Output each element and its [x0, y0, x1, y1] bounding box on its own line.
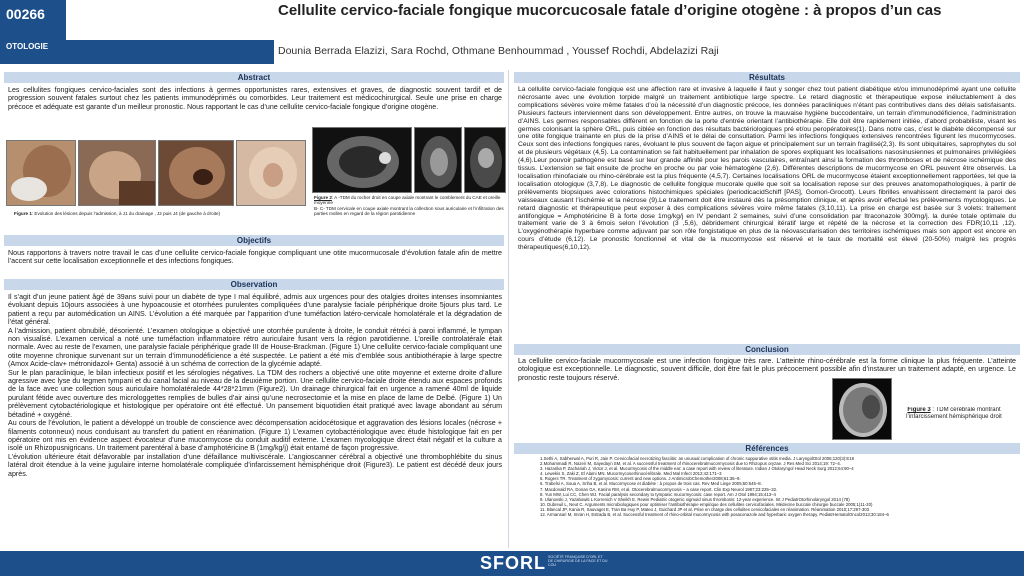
reference-item: 12. Armansari M, Imran H, Estrada B, et al. Successful treatment of rhino-orbital mucormycosis with posaconazole and hyperbaric oxygen therapy. PediatrHematolOncol2013;30:184–6 [540, 512, 889, 518]
observation-paragraph: L’évolution ultérieure était défavorable par installation d’une défaillance multiviscérale. L’angioscanner cérébral a objectivé une thrombophlébite du sinus latéral droit étendue à la veine jugulaire interne homolatérale compliquée d’infarcissement hémisphérique droit (Figure3). Le patient est décédé deux jours après. [8, 452, 502, 478]
ct-scan-c [464, 127, 506, 193]
ct-scan-b [414, 127, 462, 193]
objectifs-heading: Objectifs [4, 235, 504, 246]
page-title: Cellulite cervico-faciale fongique mucorcucosale fatale d’origine otogène : à propos d’un cas [278, 2, 942, 19]
patient-photo-4 [236, 140, 306, 206]
figure-3-caption-text: : TDM cérébrale montrant l’infarcissement hémisphérique droit [906, 407, 1002, 420]
reference-item: 3. Hazarika P, Zachariah J, Victor J, et al. Mucormycosis of the middle ear: a case report with review of literature. Indian J Otolaryngol Head Neck Surg 2012;64:90–4 [540, 466, 854, 472]
observation-text [8, 293, 502, 541]
figure-1-caption-text: : Evolution des lésions depuis l’admission, à J1 du drainage , J2 puis J4 (de gauche à droite) [31, 211, 221, 216]
figure-2-caption-a: : A -TDM du rocher droit en coupe axiale montrant le comblement du CAE et oreille moyenne [314, 195, 501, 206]
observation-paragraph: A l’admission, patient obnubilé, désorienté. L’examen otologique a objectivé une otorrhée purulente à droite, le conduit rétréci à paroi inflammé, le tympan non visualisé. L’examen cervical a noté une tuméfaction inflammatoire rétro auriculaire fusant vers la région parotidienne. L’oreille controlatérale était normale. Avec au reste de l’examen, une paralysie faciale périphérique grade III de House-Brackman. (Figure 1) Une cellulite cervico-faciale compliquant une otite moyenne chronique survenant sur un terrain d’immunodéficience a été suspectée. Le patient a été mis d’emblée sous antibiothérapie à large spectre (Amox Acide-clav+ métronidazol+ Genta) associé à un schéma de correction de la glycémie adapté. [8, 326, 502, 369]
figure-3-label: Figure 3 [907, 407, 931, 413]
figure-2-label: Figure 2 [314, 195, 332, 200]
authors: Dounia Berrada Elazizi, Sara Rochd, Othmane Benhoummad , Youssef Rochdi, Abdelazizi Raji [278, 45, 719, 57]
references-list [540, 456, 1008, 550]
sforl-subtitle: SOCIÉTÉ FRANÇAISE D’ORL ET DE CHIRURGIE DE LA FACE ET DU COU [548, 555, 608, 568]
reference-item: 6. Trabelsi A, Soua A, Sriha B, et al. Mucormycose et diabète : à propos de trois cas. Rev Med Liege 2005;60:545–8. [540, 481, 762, 487]
reference-item: 9. Ulanovski J, Yazabowiti L Korrenich V Sheikh E. Rewin Pediatric otogenic sigmoid sinus thrombosis: 12-year experience. Int J PediatrOtorhinolaryngol 2014 (78) [540, 496, 850, 502]
abstract-text: Les cellulites fongiques cervico-faciales sont des infections à germes opportunistes rares, extensives et graves, de diagnostic souvent tardif et de progression souvent fatales surtout chez les patients immunodéprimés ou comorbides. Leur traitement est médicochirurgical. Seule une prise en charge précoce et adéquate est garante d’un meilleur pronostic. Nous rapportant le cas d’une cellulite cervico-faciale fongique d’origine otogène. [8, 86, 502, 111]
reference-item: 4. Lewekis S, Zaki Z, El Alami MN. Mucormycoserhinocérébrale. Med Mal Infect 2012;42:171–3 [540, 471, 722, 477]
column-divider [508, 70, 509, 548]
ct-scan-a [312, 127, 412, 193]
reference-item: 5. Rogers TR. Treatment of zygomycosis: current and new options. J AntimicrobChemother2008;61:35–9. [540, 476, 741, 482]
ct-scan-brain [832, 378, 892, 440]
title-area [278, 2, 998, 19]
reference-item: 8. Yun MW, Lui CC, Chen WJ. Facial paralysis secondary to tympanic mucormycosis: case report. Am J Otol 1994;15:413–4 [540, 491, 776, 497]
abstract-heading: Abstract [4, 72, 504, 83]
category-label: OTOLOGIE [6, 42, 49, 51]
figure-1-label: Figure 1 [14, 211, 32, 216]
observation-heading: Observation [4, 279, 504, 290]
resultats-text: La cellulite cervico-faciale fongique est une affection rare et invasive à laquelle il faut y songer chez tout patient diabétique et/ou immunodéprimé ayant une cellulite nécrosante avec une évolution torpide malgré un traitement antibiotique large spectre. Le retard diagnostic et thérapeutique expose inéluctablement à des complications sévères voire même fatales d’où la nécessité d’un diagnostic précoce, les données paracliniques n’étant pas contributives dans des délais satisfaisants. Plusieurs facteurs interviennent dans son développement. Entre autres, on trouve la mauvaise hygiène buccodentaire, un terrain d’immunodéficience, l’administration d’AINS. Les germes responsables diffèrent en fonction de la porte d’entrée orientant l’antibiothérapie. Elle doit être rapidement initiée, d’abord probabiliste, visant les germes colonisant la sphère ORL, puis ciblée en fonction des résultats bactériologiques pré et/ou peropératoires(1). Dans notre cas, c’est le diabète décompensé sur une otite fongique trainante en plus de la prise d’AINS et le délai de consultation. Parmi les infections fongiques extensives rencontrées figurent les mucormycoses. Ceux sont des infections fongiques rares, évoluant le plus souvent de façon aigue et principalement sur un terrain fragilisé(2,3). Ils sont ubiquitaires, saprophytes du sol et de plusieurs végétaux (4,5). La contamination se fait habituellement par inhalation de spores expliquant les localisations nasosinusiennes et pulmonaires privilégiées (4,6).Leur pouvoir pathogène est basé sur leur grande affinité pour les parois vasculaires, entraînant ainsi la formation des thromboses et de nécrose ischémique des tissus. L’extension se fait ensuite de proche en proche ou par voie hématogène (2,6). Différentes descriptions de mucormycose en ORL peuvent être observés. La localisation rhinofaciale ou rhino-cérébrale est la plus fréquente (4,5,7). Certaines localisations ORL de mucormycose étaient exceptionnellement rapportées, tel que la localisation otologique (3,7,8). Le diagnostic de cellulite fongique mucorale quelle que soit sa localisation repose sur des preuves anatomopathologiques, à partir de prélèvements biopsiques avec colorations histochimiques spéciales (periodicacidSchiff [PAS], Gomori-Grocott). Leurs fibrilles envahissent directement la paroi des vaisseaux causant l’ischémie et la nécrose (9).Le traitement doit être instauré dès la présomption clinique, et après avoir effectué les prélèvements mycologiques. Le retard diagnostic et thérapeutique peut exposer à des complications sévères voire même fatales (3,10,11). La prise en charge est basée sur 3 volets: traitement antifongique = Amphotéricine B à forte dose 1mg/kg/j en IV pendant 2 semaines, suivi d’une consolidation par Itraconazole 300mg/j. la durée totale optimale du traitement varie de 3 à 6mois selon l’évolution (3 ,5,6), débridement chirurgical itératif large et répété de la nécrose et la correction des FDR(10,11 ,12). L’oxygénothérapie hyperbare comme adjuvant par son rôle fongistatique en plus de la néovascularisation des territoires ischémiques mais son apport est encore en cours d’étude (6,12). Le pronostic fonctionnel et vital de la mucormycose est réservé et le taux de mortalité est élevé (20-50%) malgré les progrès thérapeutiques(6,10,12). [518, 86, 1016, 252]
sforl-logo: SFORL [480, 553, 546, 573]
figure-1-caption [14, 211, 304, 216]
conclusion-text: La cellulite cervico-faciale mucormycosale est une infection fongique très rare. L’atteinte rhino-cérébrale est la forme clinique la plus fréquente. L’atteinte otologique est exceptionnelle. Le diagnostic, souvent difficile, doit être fait le plus précocement possible afin d’instaurer un traitement adapté, en urgence. Le pronostic reste toujours réservé. [518, 357, 1016, 382]
patient-photo-1 [6, 140, 76, 206]
poster-id: 00266 [6, 6, 45, 22]
conclusion-heading: Conclusion [514, 344, 1020, 355]
objectifs-text: Nous rapportons à travers notre travail le cas d’une cellulite cervico-faciale fongique compliquant une otite mucormucosale d’évolution fatale afin de mettre l’accent sur cette localisation exceptionnelle et des infections fongiques. [8, 249, 502, 266]
figure-3-caption [896, 407, 1012, 421]
observation-paragraph: Au cours de l’évolution, le patient a développé un trouble de conscience avec décompensation acidocétosique et aggravation des lésions locales (nécrose + filaments cotonneux) nous conduisant au transfert du patient en réanimation. (Figure 1) L’examen cytobactériologique avec étude histologique fait en per opératoire ont mis en évidence aspect évocateur d’une mucormycose du conduit auditif externe. L’examen mycologique direct était négatif et la culture a isolé un Rhizopusnigricans. Un traitement parentéral à base d’amphotéricine B (1mg/kg/j) était entamé de façon progressive. [8, 419, 502, 453]
header-bar [66, 40, 274, 64]
patient-photo-3 [158, 140, 234, 206]
resultats-heading: Résultats [514, 72, 1020, 83]
reference-item: 2.Mohammadi R, Nazeri M, Sayedayn SM, et al. A successful treatment of rhinocerebralmucormycosis due to Rhizopus oryzae. J Res Med Sci 2014;19: 72–4. [540, 461, 841, 467]
patient-photo-2 [78, 140, 156, 206]
figure-2-caption-bc: B- C- TDM cervicale en coupe axiale montrant la collection sous auriculaire et l’infiltration des parties molles en regard de la région parotidienne [314, 205, 504, 217]
figure-2-caption [314, 195, 506, 217]
reference-item: 7. Macdonald RA, Donan GA, Kanins RM, et al. Otocerebralmucormycosis – a case report. Clin Exp Neurol 1987;23:225–32. [540, 486, 778, 492]
footer [0, 551, 1024, 576]
observation-paragraph: Sur le plan paraclinique, le bilan infectieux positif et les sérologies négatives. La TDM des rochers a objectivé une otite moyenne et externe droite d’allure agressive avec lyse du tegmen tympani et du canal facial au niveau de la deuxième portion. Une cellulite cervico-faciale droite étendu aux espaces profonds de la face avec une collection sous auriculaire homolatéralede 44*28*21mm (Figure2). Un drainage chirurgical fait en urgence a ramené 40ml de liquide purulant fétide avec ouverture des microloggettes remplies de bulles d’air ainsi qu’une necrosectomie et la mise en place de lame de Delbé. (Figure 1) Un prélèvement cytobactériologique et histologique per opératoire ont été effectué. Un pansement biquotidien était pratiqué avec lavage abondant au sérum bétadiné + oxygéné. [8, 368, 502, 419]
reference-item: 1.Sethi A, Sabherwal A, Puri R, Jain P. Cervicofacial necrotizing fasciitis: an unusual complication of chronic suppurative otitis media. J LaryngolOtol 2006;120(3):E18 [540, 456, 854, 461]
reference-item: 10. Dubreuil L, Neut C. Arguments microbiologiques pour optimiser l’antibiothérapie empirique des cellulites cervicofaciales. Médecine buccale chirurgie buccale 2005;1(11-20) [540, 501, 873, 507]
reference-item: 11. Blancal JP, Kania R, Sauvaget E, Tran Ba Huy P, Mateo J, Guichard JP et al. Prise en charge des cellulites cervicofaciales en réanimation. Réanimation 2010;17:297-303 [540, 506, 870, 512]
references-heading: Références [514, 443, 1020, 454]
observation-paragraph: Il s’agit d’un jeune patient âgé de 39ans suivi pour un diabète de type I mal équilibré, admis aux urgences pour des otalgies droites intenses insomniantes évoluant depuis 10jours associées à une hypoacousie et otorrhées purulentes compliquées d’une paralysie faciale périphérique droite 5jours plus tard. Le patient a reçu par automédication un AINS. L’évolution a été marquée par l’apparition d’une tuméfaction latéro-cervicale homolatérale et la dégradation de l’état général. [8, 293, 502, 327]
